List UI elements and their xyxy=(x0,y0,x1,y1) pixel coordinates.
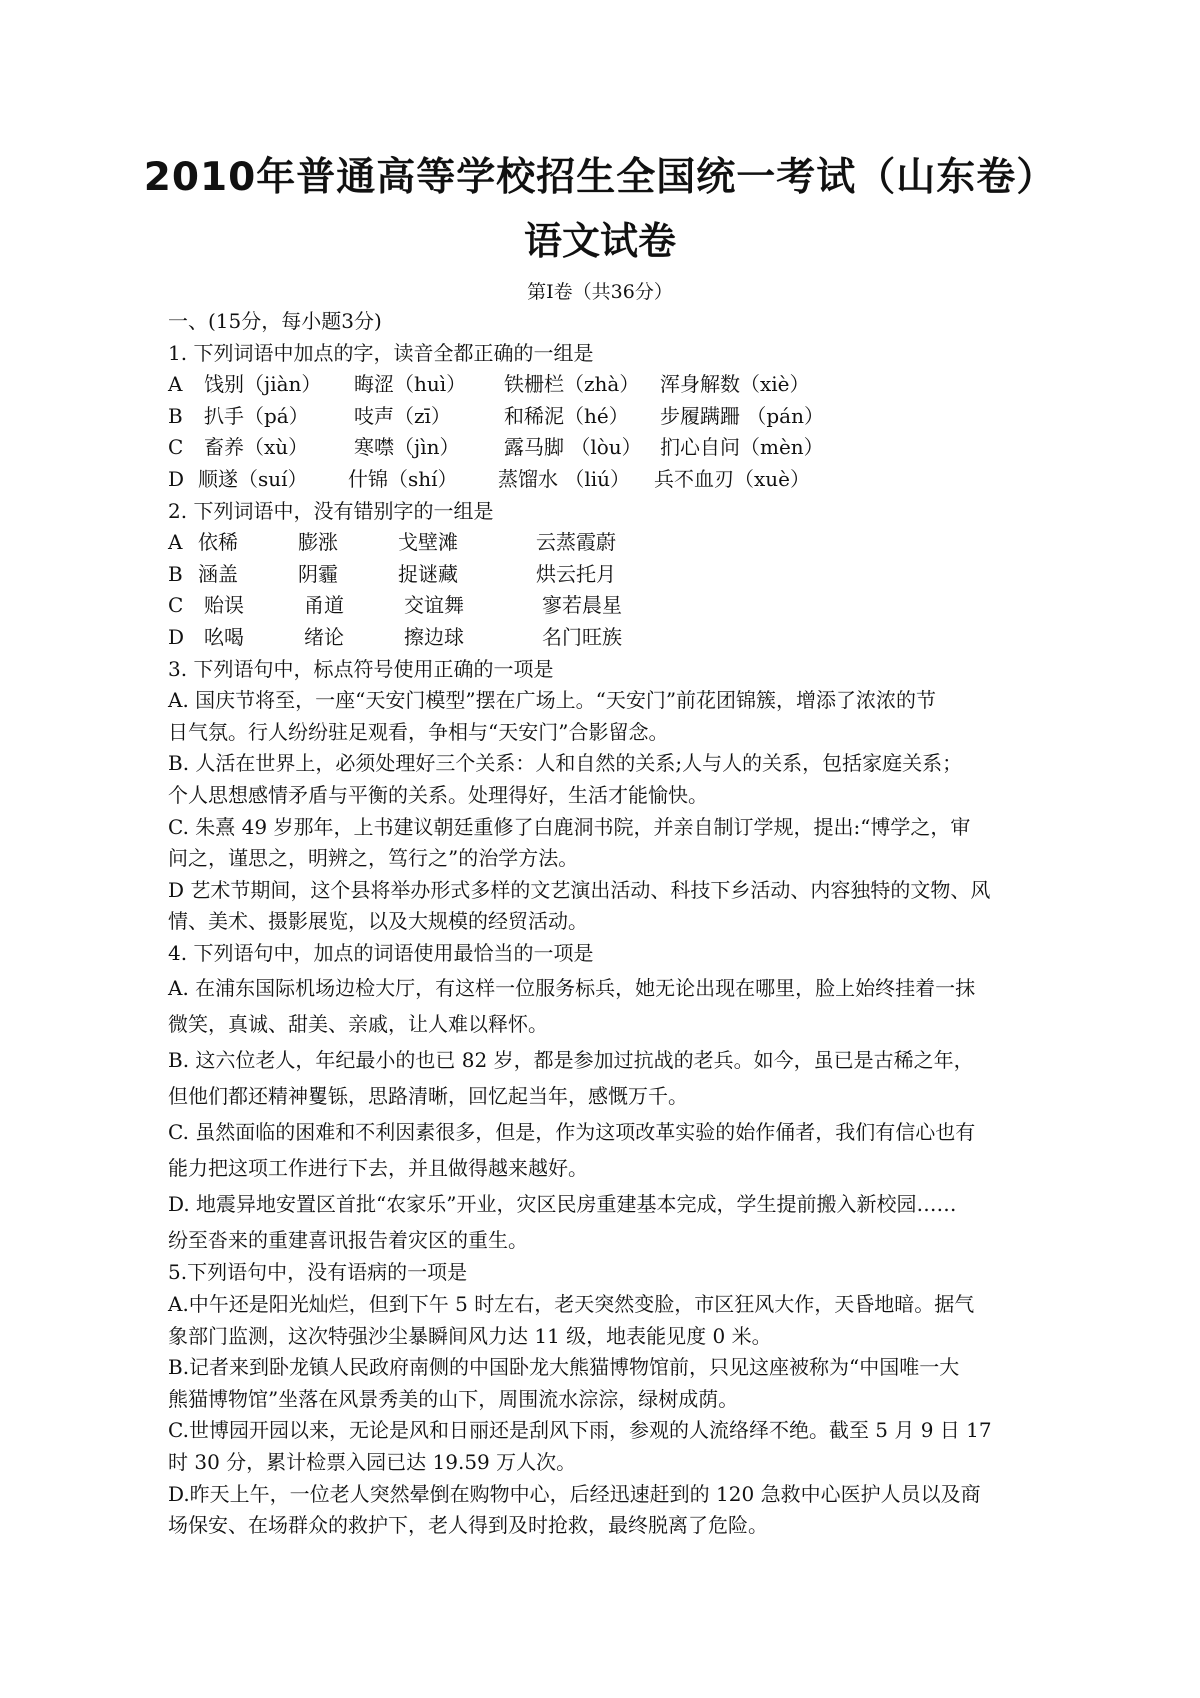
option-item: 交谊舞 xyxy=(404,593,464,618)
q3-line: 个人思想感情矛盾与平衡的关系。处理得好，生活才能愉快。 xyxy=(168,782,708,807)
exam-title: 2010年普通高等学校招生全国统一考试（山东卷） xyxy=(143,155,1057,200)
option-item: 名门旺族 xyxy=(542,624,622,649)
q5-line: 时 30 分，累计检票入园已达 19.59 万人次。 xyxy=(168,1450,577,1475)
option-label: D xyxy=(168,466,185,491)
section-heading: 一、(15分，每小题3分) xyxy=(168,309,382,333)
option-item: 吱声（zī） xyxy=(354,403,451,428)
q3-line: 情、美术、摄影展览，以及大规模的经贸活动。 xyxy=(168,909,588,934)
option-item: 戈壁滩 xyxy=(398,530,458,555)
option-label: B xyxy=(168,561,183,586)
q4-line: 纷至沓来的重建喜讯报告着灾区的重生。 xyxy=(168,1228,528,1253)
q4-line: C. 虽然面临的困难和不利因素很多，但是，作为这项改革实验的始作俑者，我们有信心也有 xyxy=(168,1120,976,1145)
exam-subtitle: 语文试卷 xyxy=(523,219,676,263)
q3-stem: 3. 下列语句中，标点符号使用正确的一项是 xyxy=(168,656,554,681)
option-item: 涵盖 xyxy=(198,561,238,586)
option-item: 什锦（shí） xyxy=(348,466,458,491)
q5-line: B.记者来到卧龙镇人民政府南侧的中国卧龙大熊猫博物馆前，只见这座被称为“中国唯一大 xyxy=(168,1355,960,1380)
q3-line: C. 朱熹 49 岁那年，上书建议朝廷重修了白鹿洞书院，并亲自制订学规，提出:“博学之，审 xyxy=(168,814,971,839)
q5-line: C.世博园开园以来，无论是风和日丽还是刮风下雨，参观的人流络绎不绝。截至 5 月 9 日 17 xyxy=(168,1418,992,1443)
option-item: 寥若晨星 xyxy=(542,593,622,618)
option-item: 贻误 xyxy=(204,593,244,618)
q1-option-b xyxy=(168,401,1038,433)
q5-line: 熊猫博物馆”坐落在风景秀美的山下，周围流水淙淙，绿树成荫。 xyxy=(168,1386,739,1411)
option-item: 顺遂（suí） xyxy=(198,466,308,491)
q5-line: D.昨天上午，一位老人突然晕倒在购物中心，后经迅速赶到的 120 急救中心医护人员以及商 xyxy=(168,1481,981,1506)
part-heading: 第Ⅰ卷（共36分） xyxy=(527,281,673,303)
q2-option-a xyxy=(168,527,1038,559)
q2-option-c xyxy=(168,590,1038,622)
option-item: 甬道 xyxy=(304,593,344,618)
q3-line: 问之，谨思之，明辨之，笃行之”的治学方法。 xyxy=(168,846,579,871)
option-item: 烘云托月 xyxy=(536,561,616,586)
option-item: 蒸馏水 （liú） xyxy=(498,466,631,491)
question-body xyxy=(168,306,1038,1542)
option-label: A xyxy=(168,530,183,555)
option-item: 擦边球 xyxy=(404,624,464,649)
q2-stem: 2. 下列词语中，没有错别字的一组是 xyxy=(168,498,494,523)
q1-option-d xyxy=(168,464,1038,496)
q5-line: A.中午还是阳光灿烂，但到下午 5 时左右，老天突然变脸，市区狂风大作，天昏地暗。据气 xyxy=(168,1292,975,1317)
q4-line: D. 地震异地安置区首批“农家乐”开业，灾区民房重建基本完成，学生提前搬入新校园…… xyxy=(168,1192,957,1217)
q3-line: D 艺术节期间，这个县将举办形式多样的文艺演出活动、科技下乡活动、内容独特的文物、风 xyxy=(168,877,991,902)
option-label: B xyxy=(168,403,183,428)
q1-option-c xyxy=(168,432,1038,464)
option-item: 吆喝 xyxy=(204,624,244,649)
option-item: 晦涩（huì） xyxy=(354,372,467,397)
option-item: 扪心自问（mèn） xyxy=(660,435,824,460)
option-item: 捉谜藏 xyxy=(398,561,458,586)
option-item: 阴霾 xyxy=(298,561,338,586)
q4-stem: 4. 下列语句中，加点的词语使用最恰当的一项是 xyxy=(168,940,594,965)
option-item: 绪论 xyxy=(304,624,344,649)
q3-line: A. 国庆节将至，一座“天安门模型”摆在广场上。“天安门”前花团锦簇，增添了浓浓的节 xyxy=(168,688,937,713)
q4-line: 但他们都还精神矍铄，思路清晰，回忆起当年，感慨万千。 xyxy=(168,1084,688,1109)
option-item: 依稀 xyxy=(198,530,238,555)
option-item: 云蒸霞蔚 xyxy=(536,530,616,555)
q4-line: B. 这六位老人，年纪最小的也已 82 岁，都是参加过抗战的老兵。如今，虽已是古稀之年， xyxy=(168,1048,974,1073)
q2-option-d xyxy=(168,622,1038,654)
option-item: 畜养（xù） xyxy=(204,435,309,460)
q4-line: 能力把这项工作进行下去，并且做得越来越好。 xyxy=(168,1156,588,1181)
q5-line: 象部门监测，这次特强沙尘暴瞬间风力达 11 级，地表能见度 0 米。 xyxy=(168,1323,772,1348)
option-item: 和稀泥（hé） xyxy=(504,403,629,428)
option-item: 寒噤（jìn） xyxy=(354,435,460,460)
q1-stem: 1. 下列词语中加点的字，读音全都正确的一组是 xyxy=(168,340,594,365)
option-item: 饯别（jiàn） xyxy=(204,372,322,397)
option-item: 铁栅栏（zhà） xyxy=(504,372,640,397)
option-label: C xyxy=(168,593,184,618)
q2-option-b xyxy=(168,559,1038,591)
option-item: 膨涨 xyxy=(298,530,338,555)
option-item: 步履蹒跚 （pán） xyxy=(660,403,824,428)
option-label: D xyxy=(168,624,185,649)
option-label: A xyxy=(168,372,183,397)
q4-line: 微笑，真诚、甜美、亲戚，让人难以释怀。 xyxy=(168,1012,548,1037)
q5-line: 场保安、在场群众的救护下，老人得到及时抢救，最终脱离了危险。 xyxy=(168,1513,768,1538)
option-item: 露马脚 （lòu） xyxy=(504,435,642,460)
option-item: 扒手（pá） xyxy=(204,403,309,428)
option-label: C xyxy=(168,435,184,460)
option-item: 浑身解数（xiè） xyxy=(660,372,810,397)
q1-option-a xyxy=(168,369,1038,401)
option-item: 兵不血刃（xuè） xyxy=(654,466,810,491)
q5-stem: 5.下列语句中，没有语病的一项是 xyxy=(168,1260,468,1285)
q3-line: 日气氛。行人纷纷驻足观看，争相与“天安门”合影留念。 xyxy=(168,719,669,744)
q3-line: B. 人活在世界上，必须处理好三个关系：人和自然的关系;人与人的关系，包括家庭关系； xyxy=(168,751,963,776)
q4-line: A. 在浦东国际机场边检大厅，有这样一位服务标兵，她无论出现在哪里，脸上始终挂着一抹 xyxy=(168,976,976,1001)
